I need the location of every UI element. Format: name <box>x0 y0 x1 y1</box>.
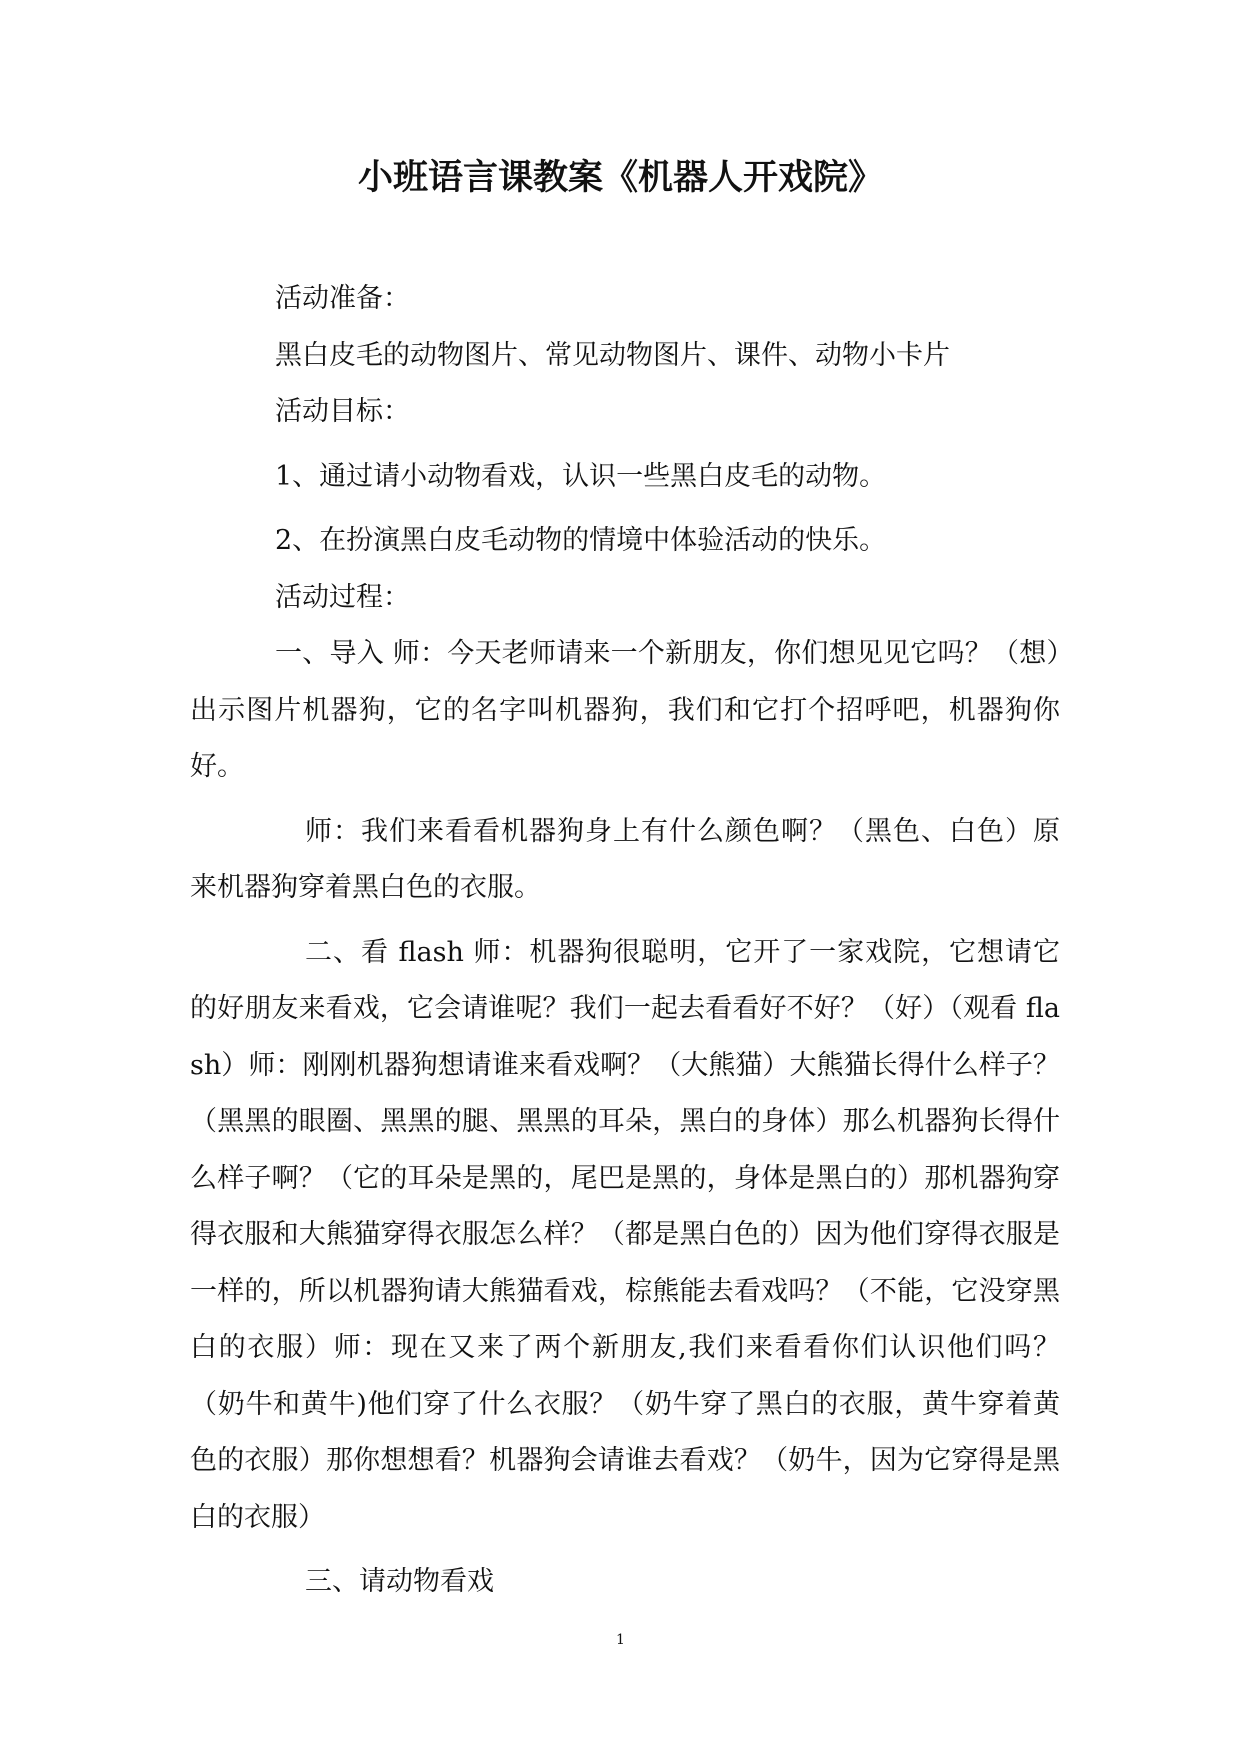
paragraph-colors: 师：我们来看看机器狗身上有什么颜色啊？（黑色、白色）原来机器狗穿着黑白色的衣服。 <box>190 815 1060 903</box>
paragraph-materials: 黑白皮毛的动物图片、常见动物图片、课件、动物小卡片 <box>275 339 950 371</box>
section-heading-preparation: 活动准备： <box>275 283 410 314</box>
section-heading-invite: 三、请动物看戏 <box>305 1566 494 1597</box>
section-heading-process: 活动过程： <box>275 581 410 613</box>
document-body <box>190 271 1060 1611</box>
goal-item-1: 1、通过请小动物看戏，认识一些黑白皮毛的动物。 <box>275 460 887 492</box>
paragraph-flash: 二、看 flash 师：机器狗很聪明，它开了一家戏院，它想请它的好朋友来看戏，它会请谁呢？我们一起去看看好不好？（好）（观看 flash）师：刚刚机器狗想请谁来看戏啊？（大熊猫）大熊猫长得什么样子？（黑黑的眼圈、黑黑的腿、黑黑的耳朵，黑白的身体）那么机器狗长得什么样子啊？（它的耳朵是黑的，尾巴是黑的，身体是黑白的）那机器狗穿得衣服和大熊猫穿得衣服怎么样？（都是黑白色的）因为他们穿得衣服是一样的，所以机器狗请大熊猫看戏，棕熊能去看戏吗？（不能，它没穿黑白的衣服）师：现在又来了两个新朋友,我们来看看你们认识他们吗？（奶牛和黄牛)他们穿了什么衣服？（奶牛穿了黑白的衣服，黄牛穿着黄色的衣服）那你想想看？机器狗会请谁去看戏？（奶牛，因为它穿得是黑白的衣服） <box>190 936 1060 1533</box>
paragraph-intro: 一、导入 师：今天老师请来一个新朋友，你们想见见它吗？（想）出示图片机器狗，它的名字叫机器狗，我们和它打个招呼吧，机器狗你好。 <box>190 638 1060 782</box>
document-title: 小班语言课教案《机器人开戏院》 <box>357 157 883 198</box>
page-number: 1 <box>616 1632 625 1648</box>
goal-item-2: 2、在扮演黑白皮毛动物的情境中体验活动的快乐。 <box>275 525 887 556</box>
section-heading-goals: 活动目标： <box>275 396 410 427</box>
